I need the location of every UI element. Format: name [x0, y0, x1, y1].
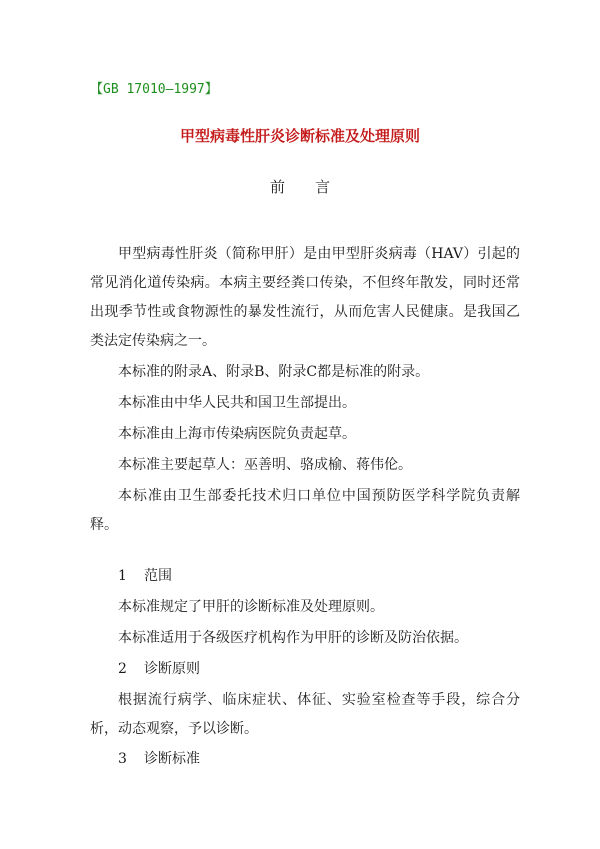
- foreword-paragraph: 本标准的附录A、附录B、附录C都是标准的附录。: [118, 364, 430, 380]
- section-paragraph: 本标准规定了甲肝的诊断标准及处理原则。: [118, 599, 384, 615]
- section-3: [90, 745, 520, 774]
- section-number: 3: [118, 751, 127, 767]
- section-heading: [90, 562, 520, 591]
- section-heading: [90, 655, 520, 684]
- section-title: 范围: [144, 568, 172, 584]
- foreword-heading: 前言: [269, 178, 360, 196]
- section-paragraph: 根据流行病学、临床症状、体征、实验室检查等手段，综合分析，动态观察，予以诊断。: [90, 692, 520, 737]
- foreword-body: [90, 240, 520, 540]
- section-heading: [90, 745, 520, 774]
- section-title: 诊断原则: [144, 661, 200, 677]
- foreword-paragraph: 本标准由卫生部委托技术归口单位中国预防医学科学院负责解释。: [90, 488, 520, 533]
- foreword-paragraph: 本标准由中华人民共和国卫生部提出。: [118, 395, 356, 411]
- section-number: 2: [118, 661, 127, 677]
- document-title: 甲型病毒性肝炎诊断标准及处理原则: [179, 127, 420, 145]
- foreword-paragraph: 本标准由上海市传染病医院负责起草。: [118, 426, 356, 442]
- section-2: [90, 655, 520, 744]
- standard-code: 【GB 17010—1997】: [90, 82, 218, 97]
- section-1: [90, 562, 520, 653]
- section-paragraph: 本标准适用于各级医疗机构作为甲肝的诊断及防治依据。: [118, 630, 468, 646]
- foreword-paragraph: 本标准主要起草人：巫善明、骆成榆、蒋伟伦。: [118, 457, 412, 473]
- foreword-paragraph: 甲型病毒性肝炎（简称甲肝）是由甲型肝炎病毒（HAV）引起的常见消化道传染病。本病主要经粪口传染，不但终年散发，同时还常出现季节性或食物源性的暴发性流行，从而危害人民健康。是我国乙类法定传染病之一。: [90, 246, 520, 349]
- section-number: 1: [118, 568, 127, 584]
- section-title: 诊断标准: [144, 751, 200, 767]
